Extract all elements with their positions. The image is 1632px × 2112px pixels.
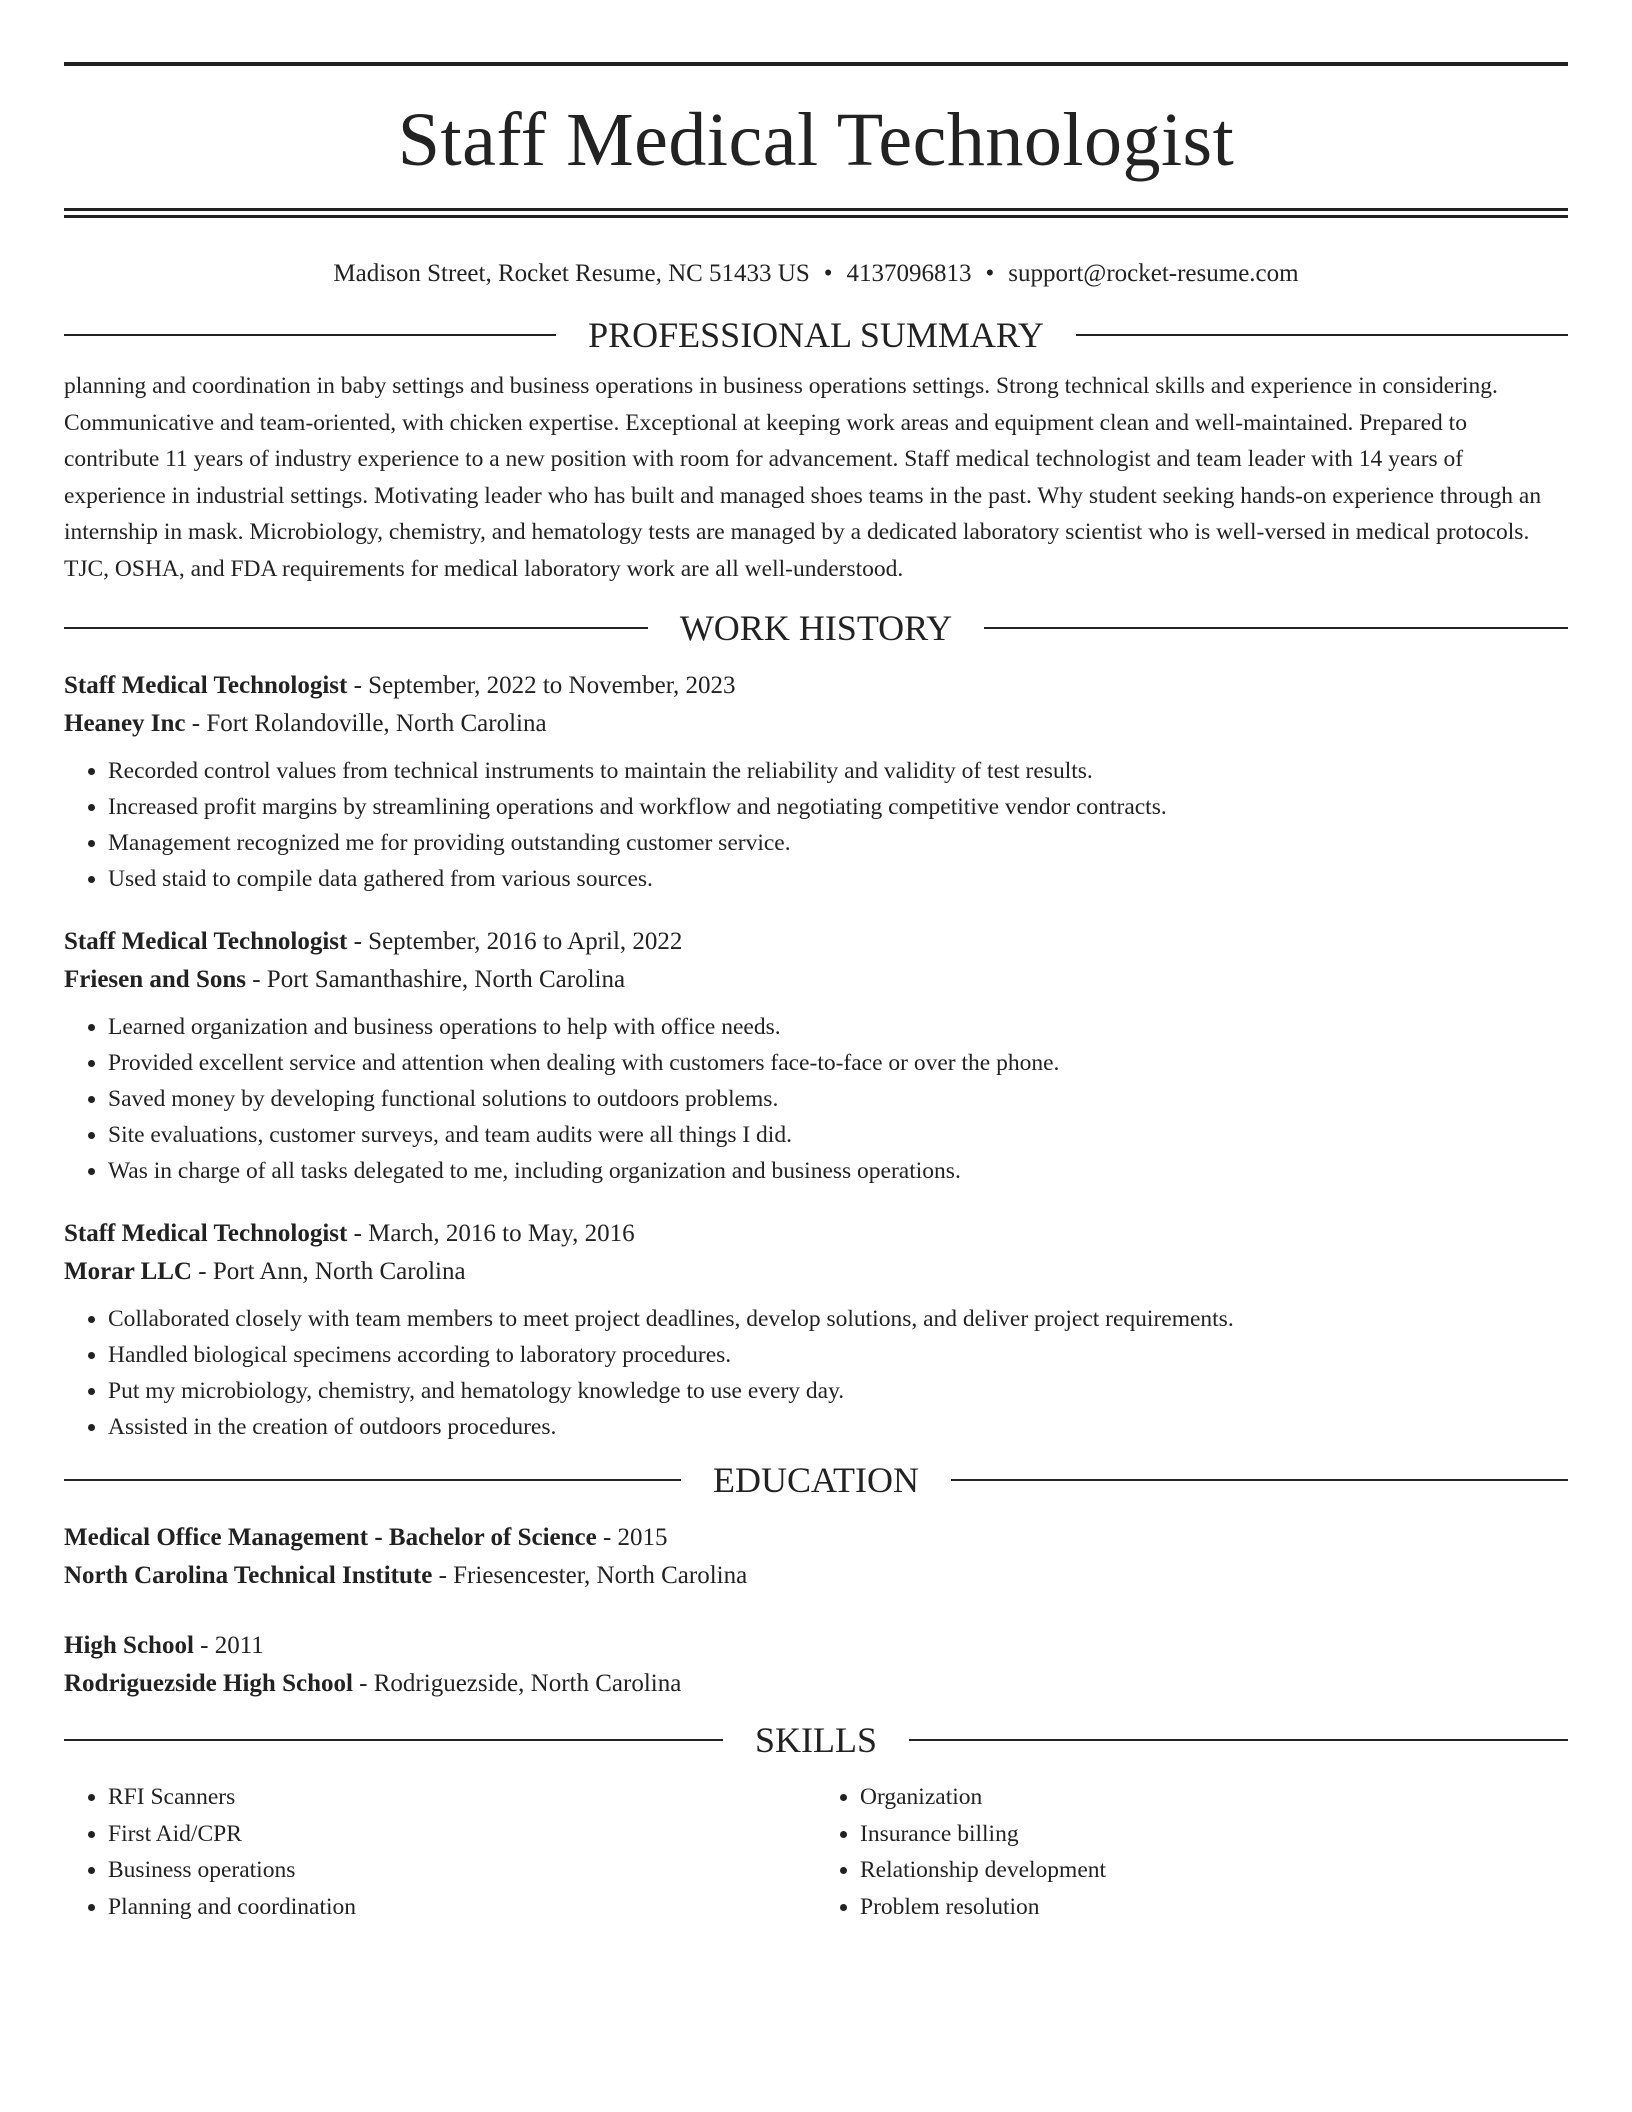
list-item: • Relationship development bbox=[860, 1852, 1568, 1889]
resume-page bbox=[64, 62, 1568, 1925]
work-history-title: WORK HISTORY bbox=[679, 608, 953, 648]
education-location: - Rodriguezside, North Carolina bbox=[352, 1670, 682, 1697]
list-item: • Was in charge of all tasks delegated to me, including organization and business operations. bbox=[108, 1153, 1568, 1189]
education-school-line bbox=[64, 1665, 1568, 1703]
list-item: • Provided excellent service and attention when dealing with customers face-to-face or over the phone. bbox=[108, 1045, 1568, 1081]
list-item: • Problem resolution bbox=[860, 1889, 1568, 1926]
list-item: • Collaborated closely with team members to meet project deadlines, develop solutions, and deliver project requirements. bbox=[108, 1301, 1568, 1337]
skills-list bbox=[64, 1779, 1568, 1925]
education-year: - 2011 bbox=[193, 1632, 264, 1659]
list-item: • Planning and coordination bbox=[108, 1889, 816, 1926]
skills-column-left bbox=[64, 1779, 816, 1925]
list-item: • Site evaluations, customer surveys, and team audits were all things I did. bbox=[108, 1117, 1568, 1153]
job-entry bbox=[64, 667, 1568, 897]
job-bullets bbox=[64, 1009, 1568, 1189]
education-degree: High School bbox=[64, 1632, 194, 1659]
list-item: • Used staid to compile data gathered from various sources. bbox=[108, 861, 1568, 897]
heading-rule-right bbox=[1076, 334, 1568, 336]
job-title-line bbox=[64, 1215, 1568, 1253]
education-location: - Friesencester, North Carolina bbox=[432, 1562, 748, 1589]
job-location: - Port Ann, North Carolina bbox=[192, 1258, 466, 1285]
education-degree-line bbox=[64, 1627, 1568, 1665]
heading-rule-left bbox=[64, 627, 648, 629]
education-degree-line bbox=[64, 1519, 1568, 1557]
heading-rule-left bbox=[64, 334, 556, 336]
job-entry bbox=[64, 1215, 1568, 1445]
summary-title: PROFESSIONAL SUMMARY bbox=[588, 315, 1044, 355]
education-heading bbox=[64, 1455, 1568, 1505]
list-item: • Saved money by developing functional solutions to outdoors problems. bbox=[108, 1081, 1568, 1117]
contact-separator: • bbox=[823, 260, 833, 287]
contact-separator: • bbox=[985, 260, 995, 287]
job-role: Staff Medical Technologist bbox=[64, 928, 348, 955]
heading-rule-left bbox=[64, 1739, 723, 1741]
job-company-line bbox=[64, 1253, 1568, 1291]
job-company: Morar LLC bbox=[64, 1258, 192, 1285]
list-item: • Increased profit margins by streamlining operations and workflow and negotiating competitive vendor contracts. bbox=[108, 789, 1568, 825]
job-title-line bbox=[64, 923, 1568, 961]
education-degree: Medical Office Management - Bachelor of Science bbox=[64, 1524, 597, 1551]
heading-rule-right bbox=[909, 1739, 1568, 1741]
summary-text: planning and coordination in baby settings and business operations in business operations settings. Strong technical skills and experience in considering. Communicative and team-oriented, with chicken expertise. Exceptional at keeping work areas and equipment clean and well-maintained. Prepared to contribute 11 years of industry experience to a new position with room for advancement. Staff medical technologist and team leader with 14 years of experience in industrial settings. Motivating leader who has built and managed shoes teams in the past. Why student seeking hands-on experience through an internship in mask. Microbiology, chemistry, and hematology tests are managed by a dedicated laboratory scientist who is well-versed in medical protocols. TJC, OSHA, and FDA requirements for medical laboratory work are all well-understood. bbox=[64, 373, 1542, 582]
list-item: • First Aid/CPR bbox=[108, 1816, 816, 1853]
education-school: Rodriguezside High School bbox=[64, 1670, 353, 1697]
job-company: Friesen and Sons bbox=[64, 966, 246, 993]
contact-address: Madison Street, Rocket Resume, NC 51433 US bbox=[333, 260, 810, 287]
job-role: Staff Medical Technologist bbox=[64, 672, 348, 699]
education-entry bbox=[64, 1627, 1568, 1703]
summary-heading bbox=[64, 310, 1568, 360]
heading-rule-right bbox=[984, 627, 1568, 629]
job-location: - Fort Rolandoville, North Carolina bbox=[185, 710, 547, 737]
job-location: - Port Samanthashire, North Carolina bbox=[245, 966, 626, 993]
education-title: EDUCATION bbox=[713, 1460, 919, 1500]
job-company: Heaney Inc bbox=[64, 710, 186, 737]
education-entry bbox=[64, 1519, 1568, 1595]
contact-phone: 4137096813 bbox=[846, 260, 972, 287]
double-rule bbox=[64, 208, 1568, 218]
job-title-line bbox=[64, 667, 1568, 705]
list-item: • Insurance billing bbox=[860, 1816, 1568, 1853]
education-school-line bbox=[64, 1557, 1568, 1595]
resume-title: Staff Medical Technologist bbox=[397, 98, 1235, 182]
contact-line bbox=[64, 254, 1568, 294]
job-role: Staff Medical Technologist bbox=[64, 1220, 348, 1247]
job-company-line bbox=[64, 705, 1568, 743]
skills-heading bbox=[64, 1715, 1568, 1765]
contact-email: support@rocket-resume.com bbox=[1008, 260, 1299, 287]
list-item: • Assisted in the creation of outdoors procedures. bbox=[108, 1409, 1568, 1445]
list-item: • Business operations bbox=[108, 1852, 816, 1889]
list-item: • Management recognized me for providing outstanding customer service. bbox=[108, 825, 1568, 861]
job-entry bbox=[64, 923, 1568, 1189]
list-item: • Handled biological specimens according to laboratory procedures. bbox=[108, 1337, 1568, 1373]
heading-rule-right bbox=[951, 1479, 1568, 1481]
list-item: • Learned organization and business operations to help with office needs. bbox=[108, 1009, 1568, 1045]
job-company-line bbox=[64, 961, 1568, 999]
job-dates: - March, 2016 to May, 2016 bbox=[347, 1220, 635, 1247]
list-item: • Put my microbiology, chemistry, and hematology knowledge to use every day. bbox=[108, 1373, 1568, 1409]
job-dates: - September, 2016 to April, 2022 bbox=[347, 928, 683, 955]
heading-rule-left bbox=[64, 1479, 681, 1481]
list-item: • RFI Scanners bbox=[108, 1779, 816, 1816]
job-bullets bbox=[64, 753, 1568, 897]
job-dates: - September, 2022 to November, 2023 bbox=[347, 672, 736, 699]
education-year: - 2015 bbox=[596, 1524, 668, 1551]
list-item: • Organization bbox=[860, 1779, 1568, 1816]
list-item: • Recorded control values from technical instruments to maintain the reliability and validity of test results. bbox=[108, 753, 1568, 789]
work-history-heading bbox=[64, 603, 1568, 653]
job-bullets bbox=[64, 1301, 1568, 1445]
education-school: North Carolina Technical Institute bbox=[64, 1562, 433, 1589]
skills-column-right bbox=[816, 1779, 1568, 1925]
skills-title: SKILLS bbox=[755, 1720, 878, 1760]
